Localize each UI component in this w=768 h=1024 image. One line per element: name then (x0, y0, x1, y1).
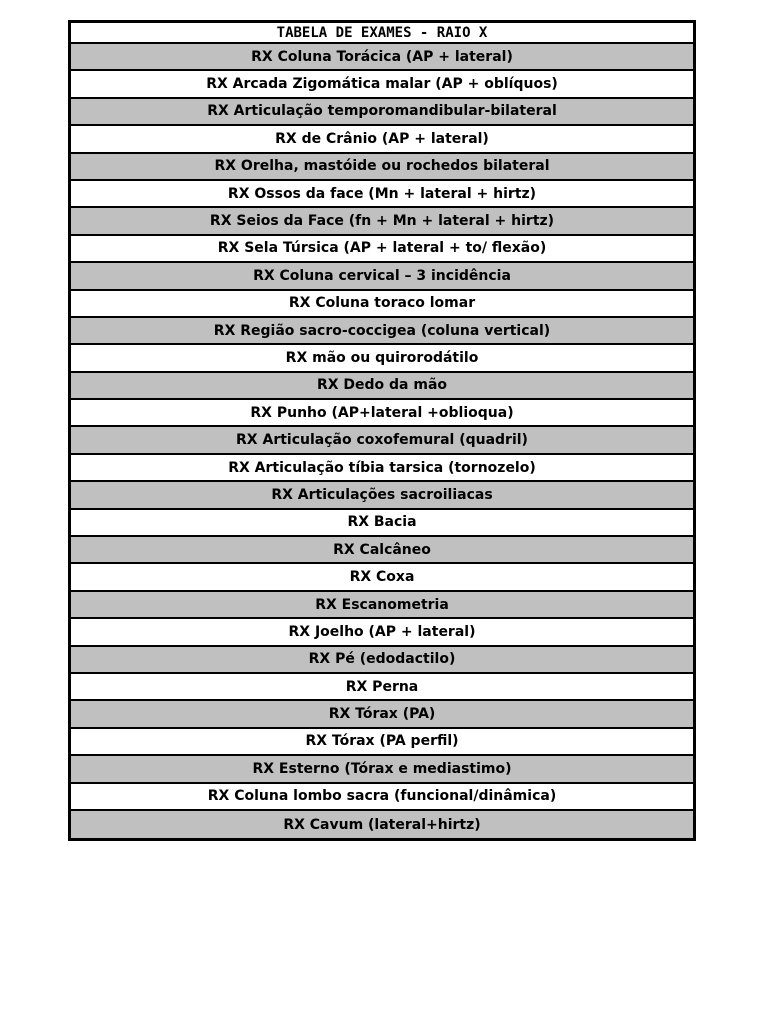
table-row: RX Tórax (PA) (71, 701, 693, 728)
table-row: RX Pé (edodactilo) (71, 647, 693, 674)
table-row: RX Tórax (PA perfil) (71, 729, 693, 756)
table-row: RX Cavum (lateral+hirtz) (71, 811, 693, 838)
table-row: RX Joelho (AP + lateral) (71, 619, 693, 646)
table-row: RX Articulação tíbia tarsica (tornozelo) (71, 455, 693, 482)
table-row: RX Coxa (71, 564, 693, 591)
table-row: RX Seios da Face (fn + Mn + lateral + hirtz) (71, 208, 693, 235)
table-row: RX Articulações sacroiliacas (71, 482, 693, 509)
table-row: RX Ossos da face (Mn + lateral + hirtz) (71, 181, 693, 208)
table-row: RX Articulação temporomandibular-bilateral (71, 99, 693, 126)
table-row: RX Perna (71, 674, 693, 701)
table-row: RX Calcâneo (71, 537, 693, 564)
table-row: RX Coluna cervical – 3 incidência (71, 263, 693, 290)
table-row: RX mão ou quirorodátilo (71, 345, 693, 372)
table-row: RX Orelha, mastóide ou rochedos bilateral (71, 154, 693, 181)
table-row: RX Arcada Zigomática malar (AP + oblíquos) (71, 71, 693, 98)
exam-table (68, 20, 696, 841)
table-row: RX Dedo da mão (71, 373, 693, 400)
table-row: RX Coluna lombo sacra (funcional/dinâmica) (71, 784, 693, 811)
table-row: RX Bacia (71, 510, 693, 537)
table-row: RX Coluna toraco lomar (71, 291, 693, 318)
table-row: RX Coluna Torácica (AP + lateral) (71, 44, 693, 71)
table-row: RX Articulação coxofemural (quadril) (71, 427, 693, 454)
table-row: RX Escanometria (71, 592, 693, 619)
table-row: RX Punho (AP+lateral +oblioqua) (71, 400, 693, 427)
table-body (71, 44, 693, 838)
table-title: TABELA DE EXAMES - RAIO X (71, 23, 693, 44)
table-row: RX Região sacro-coccigea (coluna vertical) (71, 318, 693, 345)
table-row: RX Esterno (Tórax e mediastimo) (71, 756, 693, 783)
table-row: RX de Crânio (AP + lateral) (71, 126, 693, 153)
table-row: RX Sela Túrsica (AP + lateral + to/ flexão) (71, 236, 693, 263)
